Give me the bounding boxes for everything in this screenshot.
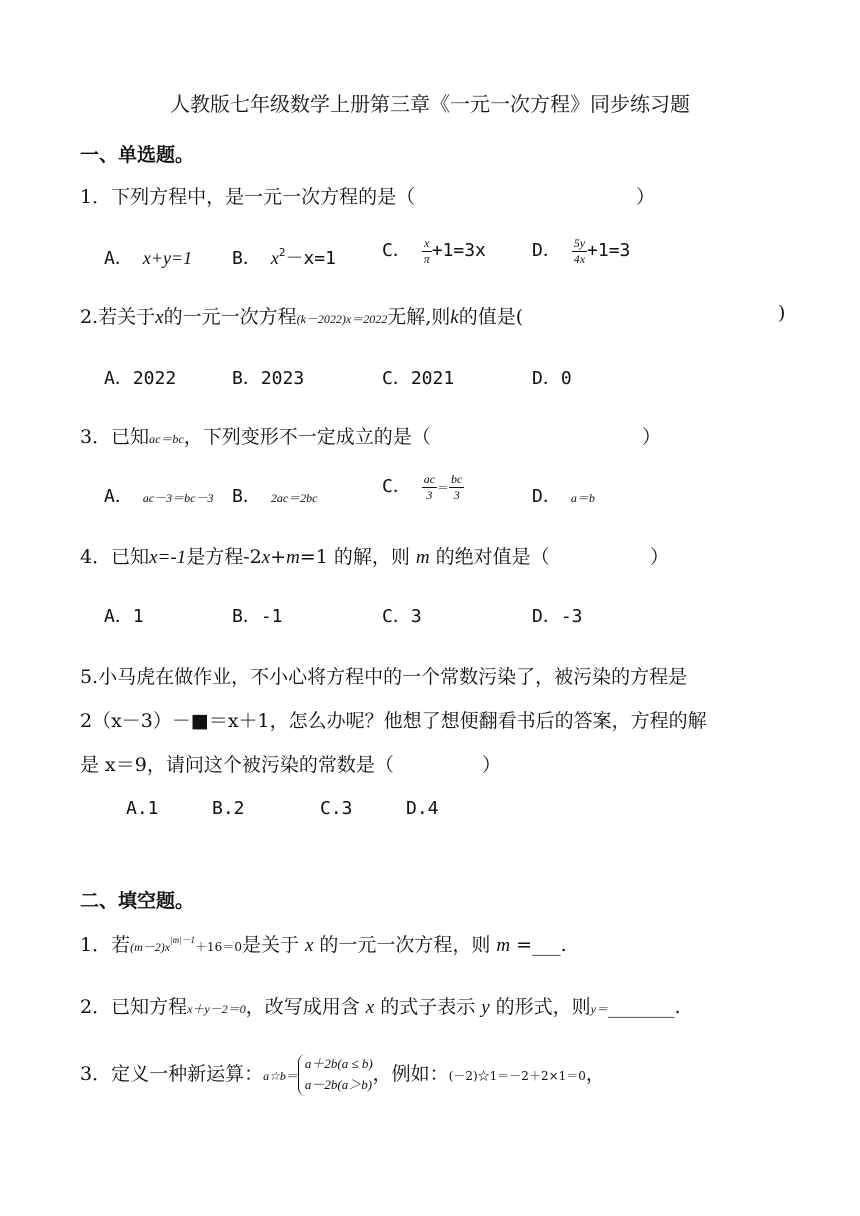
question-1-option-a: [104, 244, 192, 270]
option-label: A．: [104, 248, 133, 269]
question-4-option-d: D．-3: [532, 606, 583, 627]
option-value: 2ac＝2bc: [270, 491, 318, 505]
variable-x: x: [365, 997, 375, 1018]
page-title: 人教版七年级数学上册第三章《一元一次方程》同步练习题: [170, 92, 690, 116]
fill-question-1: [80, 930, 567, 957]
question-3-close-paren: ）: [642, 426, 662, 448]
option-value: ac－3＝bc－3: [142, 491, 214, 505]
fill-question-1-text-mid: 是关于: [241, 934, 299, 956]
variable-m: m: [496, 935, 511, 956]
fill-question-1-expression-rest: ＋16＝0: [195, 940, 242, 954]
question-4-text-mid2: =1 的解，则: [299, 546, 410, 568]
fill-question-1-text-mid2: 的一元一次方程，则: [319, 934, 491, 956]
fill-question-1-exponent: |m|－1: [170, 935, 196, 945]
question-2-option-a: A．2022: [104, 368, 177, 389]
variable-m: m: [286, 547, 300, 568]
option-value: x+y=1: [142, 248, 193, 268]
option-value-rest: +1=3: [587, 240, 631, 261]
option-value-rest: －x=1: [285, 248, 336, 269]
question-5-option-b: B.2: [212, 798, 245, 819]
fill-question-2-text-mid3: 的形式，则: [495, 996, 591, 1018]
question-2-option-b: B．2023: [232, 368, 305, 389]
question-4-option-c: C．3: [382, 606, 422, 627]
variable-m: m: [415, 547, 430, 568]
option-value-rest: +1=3x: [431, 240, 486, 261]
question-3-option-d: [532, 482, 595, 508]
question-1-close-paren: ）: [636, 186, 656, 208]
fill-question-2-text-mid: ，改写成用含: [245, 996, 360, 1018]
question-2-close-paren: ): [778, 302, 786, 324]
fill-question-2-lhs: y＝: [590, 1002, 608, 1016]
fill-question-1-prefix: 1．若: [80, 934, 131, 956]
fill-question-1-blank: =___.: [516, 934, 567, 956]
question-4-close-paren: ）: [650, 546, 670, 568]
denominator: 3: [453, 487, 460, 502]
fill-question-2-prefix: 2．已知方程: [80, 996, 188, 1018]
question-4-text-mid: 是方程-2: [186, 546, 262, 568]
option-label: C．: [382, 476, 411, 497]
question-2-stem: [80, 302, 523, 329]
question-5-line-2: 2（x－3）－■＝x＋1，怎么办呢？他想了想便翻看书后的答案，方程的解: [80, 710, 707, 732]
question-1-text: 1．下列方程中，是一元一次方程的是（: [80, 186, 416, 208]
fill-question-3: [80, 1054, 605, 1096]
numerator: ac: [423, 472, 436, 487]
question-5-option-c: C.3: [320, 798, 353, 819]
option-label: B．: [232, 486, 261, 507]
fill-question-3-text-mid: ，例如：: [372, 1062, 449, 1085]
fill-question-2-text-mid2: 的式子表示: [380, 996, 476, 1018]
denominator: π: [423, 251, 430, 266]
question-2-text-end: 的值是(: [458, 306, 524, 328]
variable-k: k: [450, 307, 459, 328]
fraction: [422, 236, 432, 266]
question-3-text-end: ，下列变形不一定成立的是（: [183, 426, 431, 448]
question-3-given: ac＝bc: [149, 432, 184, 446]
fraction: [449, 472, 464, 502]
denominator: 4x: [573, 251, 586, 266]
question-5-line-3: 是 x＝9，请问这个被污染的常数是（: [80, 754, 394, 776]
fill-question-2: [80, 992, 681, 1019]
option-value-exponent: 2: [278, 246, 286, 259]
question-3-option-a: [104, 482, 214, 508]
fill-question-3-prefix: 3．定义一种新运算：: [80, 1062, 264, 1085]
question-2-option-c: C．2021: [382, 368, 455, 389]
question-5-option-d: D.4: [406, 798, 439, 819]
section-heading-fill-in: 二、填空题。: [80, 890, 195, 912]
question-4-stem: [80, 542, 550, 569]
fill-question-3-example: (－2)☆1＝－2＋2×1＝0: [448, 1068, 586, 1083]
fraction: [422, 472, 437, 502]
fill-question-2-expression: x＋y－2＝0: [187, 1002, 246, 1016]
question-2-text-mid2: 无解,则: [387, 306, 451, 328]
option-label: B．: [232, 248, 261, 269]
question-5-close-paren: ）: [482, 754, 502, 776]
numerator: bc: [451, 472, 463, 487]
question-2-text-mid: 的一元一次方程: [163, 306, 297, 328]
question-3-option-c: [382, 472, 464, 502]
fill-question-3-end: ，: [585, 1062, 605, 1085]
question-4-given: x=-1: [149, 547, 187, 568]
equals-sign: ＝: [437, 481, 450, 495]
fraction: [572, 236, 587, 266]
option-label: D．: [532, 486, 561, 507]
question-2-option-d: D．0: [532, 368, 572, 389]
question-1-option-c: [382, 236, 486, 266]
plus-sign: +: [270, 546, 287, 568]
fill-question-1-expression: (m－2)x: [130, 940, 171, 954]
option-label: C．: [382, 240, 411, 261]
piecewise-cases: [298, 1054, 373, 1096]
question-4-option-b: B．-1: [232, 606, 283, 627]
question-2-text-prefix: 2.若关于: [80, 306, 156, 328]
variable-x: x: [304, 935, 314, 956]
question-4-text-end: 的绝对值是（: [435, 546, 550, 568]
fill-question-3-operator: a☆b＝: [263, 1068, 298, 1083]
option-label: D．: [532, 240, 561, 261]
question-4-text-prefix: 4．已知: [80, 546, 150, 568]
option-value: a＝b: [570, 491, 595, 505]
fill-question-2-blank: _______.: [608, 996, 681, 1018]
numerator: x: [422, 236, 432, 251]
option-label: A．: [104, 486, 133, 507]
question-5-line-1: 5.小马虎在做作业，不小心将方程中的一个常数污染了，被污染的方程是: [80, 666, 688, 688]
piecewise-case-1: a＋2b(a ≤ b): [304, 1056, 373, 1071]
variable-y: y: [481, 997, 490, 1018]
question-5-option-a: A.1: [126, 798, 159, 819]
denominator: 3: [426, 487, 433, 502]
question-3-option-b: [232, 482, 318, 508]
question-3-text-prefix: 3．已知: [80, 426, 150, 448]
question-4-option-a: A．1: [104, 606, 144, 627]
section-heading-single-choice: 一、单选题。: [80, 144, 195, 166]
question-2-equation: (k－2022)x＝2022: [296, 312, 388, 326]
variable-x: x: [261, 547, 271, 568]
question-3-stem: [80, 422, 431, 449]
variable-x: x: [155, 307, 164, 328]
question-1-option-b: [232, 244, 336, 270]
numerator: 5y: [573, 236, 586, 251]
option-value-base: x: [270, 248, 279, 268]
question-1-option-d: [532, 236, 630, 266]
piecewise-case-2: a－2b(a＞b): [304, 1076, 373, 1092]
question-1-stem: [80, 182, 415, 209]
